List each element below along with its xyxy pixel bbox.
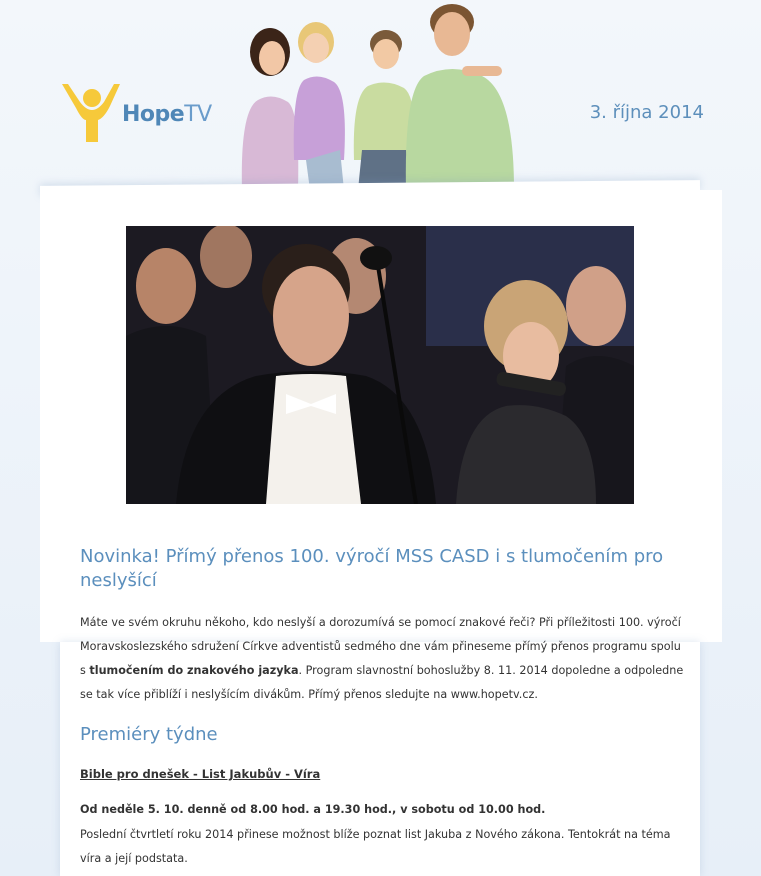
family-photo: [236, 0, 518, 190]
logo-text: [122, 102, 212, 127]
show-schedule: Od neděle 5. 10. denně od 8.00 hod. a 19.30 hod., v sobotu od 10.00 hod.: [80, 803, 546, 816]
hopetv-logo[interactable]: [60, 80, 220, 150]
article-body-part2: . Program slavnostní bohoslužby 8. 11. 2014 dopoledne a odpoledne se tak více přiblíží i neslyšícím divákům. Přímý přenos sledujte na www.hopetv.cz.: [80, 664, 684, 701]
article-body-bold: tlumočením do znakového jazyka: [89, 664, 299, 677]
logo-hope: Hope: [122, 102, 185, 127]
show-description: Poslední čtvrtletí roku 2014 přinese možnost blíže poznat list Jakuba z Nového zákona. Tentokrát na téma víra a její podstata.: [80, 828, 671, 865]
article-headline[interactable]: Novinka! Přímý přenos 100. výročí MSS CASD i s tlumočením pro neslyšící: [80, 546, 664, 591]
issue-date: 3. října 2014: [589, 102, 704, 123]
premieres-section-title: Premiéry týdne: [80, 724, 218, 745]
show-title-link[interactable]: Bible pro dnešek - List Jakubův - Víra: [80, 767, 321, 781]
logo-tv: TV: [184, 102, 212, 127]
article-body: [80, 611, 690, 707]
article-body-part1: Máte ve svém okruhu někoho, kdo neslyší a dorozumívá se pomocí znakové řeči? Při příležitosti 100. výročí Moravskoslezského sdružení Církve adventistů sedmého dne vám přineseme přímý přenos programu spolu s: [80, 616, 681, 677]
hope-figure-icon: [60, 80, 122, 144]
choir-photo[interactable]: [126, 226, 634, 504]
